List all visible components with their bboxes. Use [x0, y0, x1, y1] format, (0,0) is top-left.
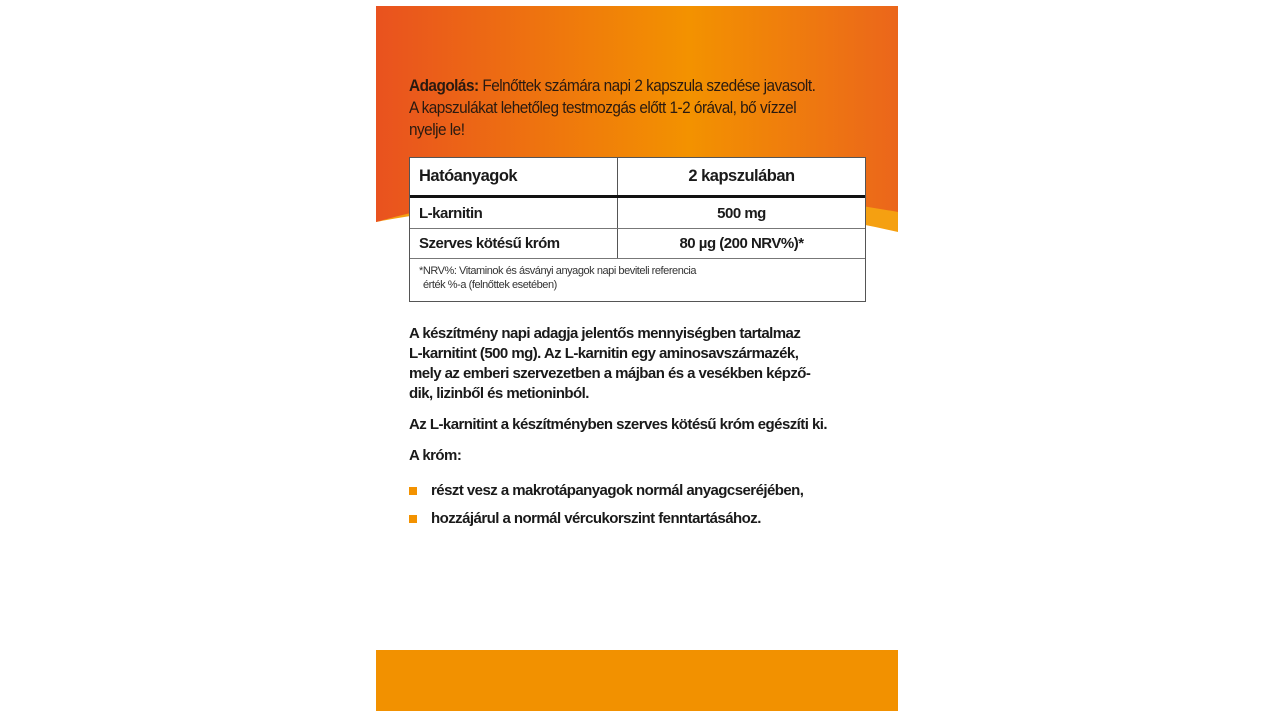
- footnote-line1: *NRV%: Vitaminok és ásványi anyagok napi beviteli referencia: [419, 265, 697, 277]
- list-item: [409, 477, 879, 505]
- ingredient-name: L-karnitin: [410, 198, 618, 228]
- dosage-text-line2: A kapszulákat lehetőleg testmozgás előtt 1-2 órával, bő vízzel: [409, 99, 797, 117]
- description-paragraph: [409, 324, 879, 404]
- list-item: [409, 505, 879, 533]
- ingredient-amount: 500 mg: [717, 204, 766, 222]
- dosage-instructions: [409, 75, 879, 141]
- dosage-text-line1: Felnőttek számára napi 2 kapszula szedése javasolt.: [478, 77, 816, 95]
- paragraph-line: mely az emberi szervezetben a májban és a vesékben képző-: [409, 365, 811, 382]
- paragraph-line: dik, lizinből és metioninból.: [409, 385, 589, 402]
- dosage-text-line3: nyelje le!: [409, 121, 465, 139]
- paragraph-line: A készítmény napi adagja jelentős mennyiségben tartalmaz: [409, 325, 801, 342]
- header-active-ingredients: Hatóanyagok: [410, 158, 618, 195]
- ingredient-name: Szerves kötésű króm: [410, 229, 618, 258]
- nrv-footnote: [410, 259, 865, 301]
- ingredient-amount: 80 µg (200 NRV%)*: [679, 235, 804, 252]
- orange-footer-bar: [376, 650, 898, 711]
- table-header-row: [410, 158, 865, 198]
- header-per-2-capsules: 2 kapszulában: [688, 167, 795, 185]
- square-bullet-icon: [409, 515, 417, 523]
- list-item-text: részt vesz a makrotápanyagok normál anyagcseréjében,: [431, 482, 804, 499]
- footnote-line2: érték %-a (felnőttek esetében): [423, 279, 557, 291]
- product-leaflet-page: [376, 6, 898, 712]
- table-row: [410, 198, 865, 229]
- paragraph-line: L-karnitint (500 mg). Az L-karnitin egy aminosavszármazék,: [409, 345, 799, 362]
- chromium-benefits-list: [409, 477, 879, 533]
- description-text: [409, 324, 879, 533]
- chromium-supplement-paragraph: Az L-karnitint a készítményben szerves kötésű króm egészíti ki.: [409, 416, 828, 433]
- dosage-label: Adagolás:: [409, 77, 479, 95]
- chromium-heading: A króm:: [409, 447, 462, 464]
- table-row: [410, 229, 865, 259]
- square-bullet-icon: [409, 487, 417, 495]
- ingredients-table: [409, 157, 866, 302]
- list-item-text: hozzájárul a normál vércukorszint fenntartásához.: [431, 510, 761, 527]
